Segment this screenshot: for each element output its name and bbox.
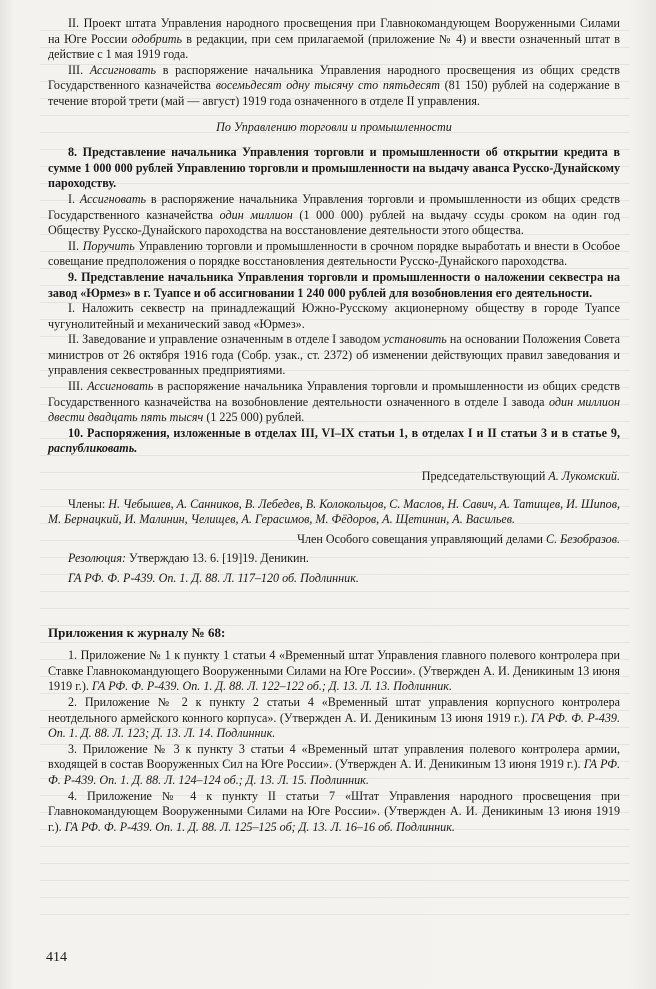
text-italic: ГА РФ. Ф. Р-439. Оп. 1. Д. 88. Л. 123; Д. 13. Л. 14. Подлинник. xyxy=(48,710,620,741)
text: 3. Приложение № 3 к пункту 3 статьи 4 «Временный штат управления полевого контролера армии, входящей в состав Вооруженных Сил на Юге России». (Утвержден А. И. Деникиным 13 июня 1919 г.). xyxy=(48,741,620,772)
section-9-item-iii xyxy=(48,379,620,426)
text: (81 150) рублей на содержание в течение второй трети (май — август) 1919 года означенного в отделе II управления. xyxy=(48,78,620,108)
text-italic: Резолюция: xyxy=(68,551,127,566)
text-italic: ГА РФ. Ф. Р-439. Оп. 1. Д. 88. Л. 122–122 об.; Д. 13. Л. 13. Подлинник. xyxy=(91,679,452,694)
text: Член Особого совещания управляющий делами xyxy=(297,531,547,546)
text: в распоряжение начальника Управления народного просвещения из общих средств Государственного казначейства xyxy=(48,62,620,93)
text: на основании Положения Совета министров от 26 октября 1916 года (Собр. узак., ст. 2372) об изменении действующих правил заведования и управления секвестрованных предприятиями. xyxy=(48,332,620,378)
text-italic: один миллион двести двадцать пять тысяч xyxy=(48,394,621,425)
text: Председательствующий xyxy=(421,469,549,484)
text-italic: восемьдесят одну тысячу сто пятьдесят xyxy=(215,78,440,93)
text: (1 225 000) рублей. xyxy=(203,410,305,425)
section-9-item-ii xyxy=(48,332,620,379)
section-9-item-i: I. Наложить секвестр на принадлежащий Южно-Русскому акционерному обществу в городе Туапсе чугунолитейный и механический завод «Юрмез». xyxy=(48,301,620,331)
text: Утверждаю 13. 6. [19]19. Деникин. xyxy=(126,551,309,566)
text: I. xyxy=(68,191,80,206)
text: 10. Распоряжения, изложенные в отделах III, VI–IX статьи 1, в отделах I и II статьи 3 и в статье 9, xyxy=(68,425,620,440)
text-italic: одобрить xyxy=(131,31,182,46)
text-italic: А. Лукомский. xyxy=(548,469,620,484)
section-10 xyxy=(48,426,620,457)
paragraph-ii xyxy=(48,16,620,63)
text-italic: распубликовать. xyxy=(48,441,138,456)
text: II. xyxy=(68,238,83,253)
appendix-1 xyxy=(48,648,620,695)
text: в распоряжение начальника Управления торговли и промышленности из общих средств Государственного казначейства на возобновление деятельности означенного в отделе I завода xyxy=(48,379,620,409)
text: (1 000 000) рублей на выдачу ссуды сроком на один год Обществу Русско-Дунайского пароходства на восстановление деятельности этого общества. xyxy=(48,207,621,238)
text-italic: Ассигновать xyxy=(79,191,147,206)
page-number: 414 xyxy=(46,950,67,965)
resolution xyxy=(48,551,620,567)
text-italic: ГА РФ. Ф. Р-439. Оп. 1. Д. 88. Л. 124–124 об.; Д. 13. Л. 15. Подлинник. xyxy=(48,757,620,787)
text: в распоряжение начальника Управления торговли и промышленности из общих средств Государственного казначейства xyxy=(48,191,620,222)
paragraph-iii xyxy=(48,63,620,110)
text: II. Проект штата Управления народного просвещения при Главнокомандующем Вооруженными Силами на Юге России xyxy=(48,16,620,46)
chairman-signature xyxy=(48,469,620,485)
text: III. xyxy=(68,62,90,77)
text: III. xyxy=(68,379,88,394)
text-italic: один миллион xyxy=(219,207,293,222)
text: II. Заведование и управление означенным в отделе I заводом xyxy=(68,332,384,347)
text: 2. Приложение № 2 к пункту 2 статьи 4 «Временный штат управления корпусного контролера неотдельного армейского конного корпуса». (Утвержден А. И. Деникиным 13 июня 1919 г.). xyxy=(48,694,620,725)
appendix-4 xyxy=(48,789,620,836)
department-heading: По Управлению торговли и промышленности xyxy=(216,119,452,134)
text: 1. Приложение № 1 к пункту 1 статьи 4 «Временный штат Управления главного полевого контролера при Ставке Главнокомандующего Вооруженными Силами на Юге России». (Утвержден А. И. Деникиным 13 июня 1919 г.). xyxy=(48,648,620,694)
text-italic: Ассигновать xyxy=(89,62,157,77)
document-body xyxy=(48,16,620,835)
text: в редакции, при сем прилагаемой (приложение № 4) и ввести означенный штат в действие с 1 мая 1919 года. xyxy=(48,31,621,62)
appendix-2 xyxy=(48,695,620,742)
text-italic: Ассигновать xyxy=(87,379,154,394)
appendix-3 xyxy=(48,742,620,789)
member-os-signature xyxy=(48,532,620,548)
text-italic: установить xyxy=(383,332,447,347)
text: Управлению торговли и промышленности в срочном порядке выработать и внести в Особое совещание предположения о порядке восстановления деятельности Русско-Дунайского пароходства. xyxy=(48,238,620,269)
text-italic: С. Безобразов. xyxy=(546,531,620,546)
archive-reference: ГА РФ. Ф. Р-439. Оп. 1. Д. 88. Л. 117–120 об. Подлинник. xyxy=(68,571,359,585)
appendices-title: Приложения к журналу № 68: xyxy=(48,624,226,640)
section-8-title: 8. Представление начальника Управления торговли и промышленности об открытии кредита в сумме 1 000 000 рублей Управлению торговли и промышленности на выдачу аванса Русско-Дунайскому пароходству. xyxy=(48,145,620,191)
text: 4. Приложение № 4 к пункту II статьи 7 «Штат Управления народного просвещения при Главнокомандующем Вооруженными Силами на Юге России». (Утвержден А. И. Деникиным 13 июня 1919 г.). xyxy=(48,788,620,834)
text-italic: Н. Чебышев, А. Санников, В. Лебедев, В. Колокольцов, С. Маслов, Н. Савич, А. Татищев, И. Шипов, М. Бернацкий, И. Малинин, Челищев, А. Герасимов, М. Фёдоров, А. Щетинин, А. Васильев. xyxy=(48,496,620,527)
text-italic: ГА РФ. Ф. Р-439. Оп. 1. Д. 88. Л. 125–125 об; Д. 13. Л. 16–16 об. Подлинник. xyxy=(64,819,455,834)
section-8-item-i xyxy=(48,192,620,239)
text: Члены: xyxy=(68,496,109,511)
section-9-title: 9. Представление начальника Управления торговли и промышленности о наложении секвестра на завод «Юрмез» в г. Туапсе и об ассигновании 1 240 000 рублей для возобновления его деятельности. xyxy=(48,269,620,300)
members-list xyxy=(48,497,620,528)
section-8-item-ii xyxy=(48,239,620,270)
text-italic: Поручить xyxy=(82,238,135,253)
